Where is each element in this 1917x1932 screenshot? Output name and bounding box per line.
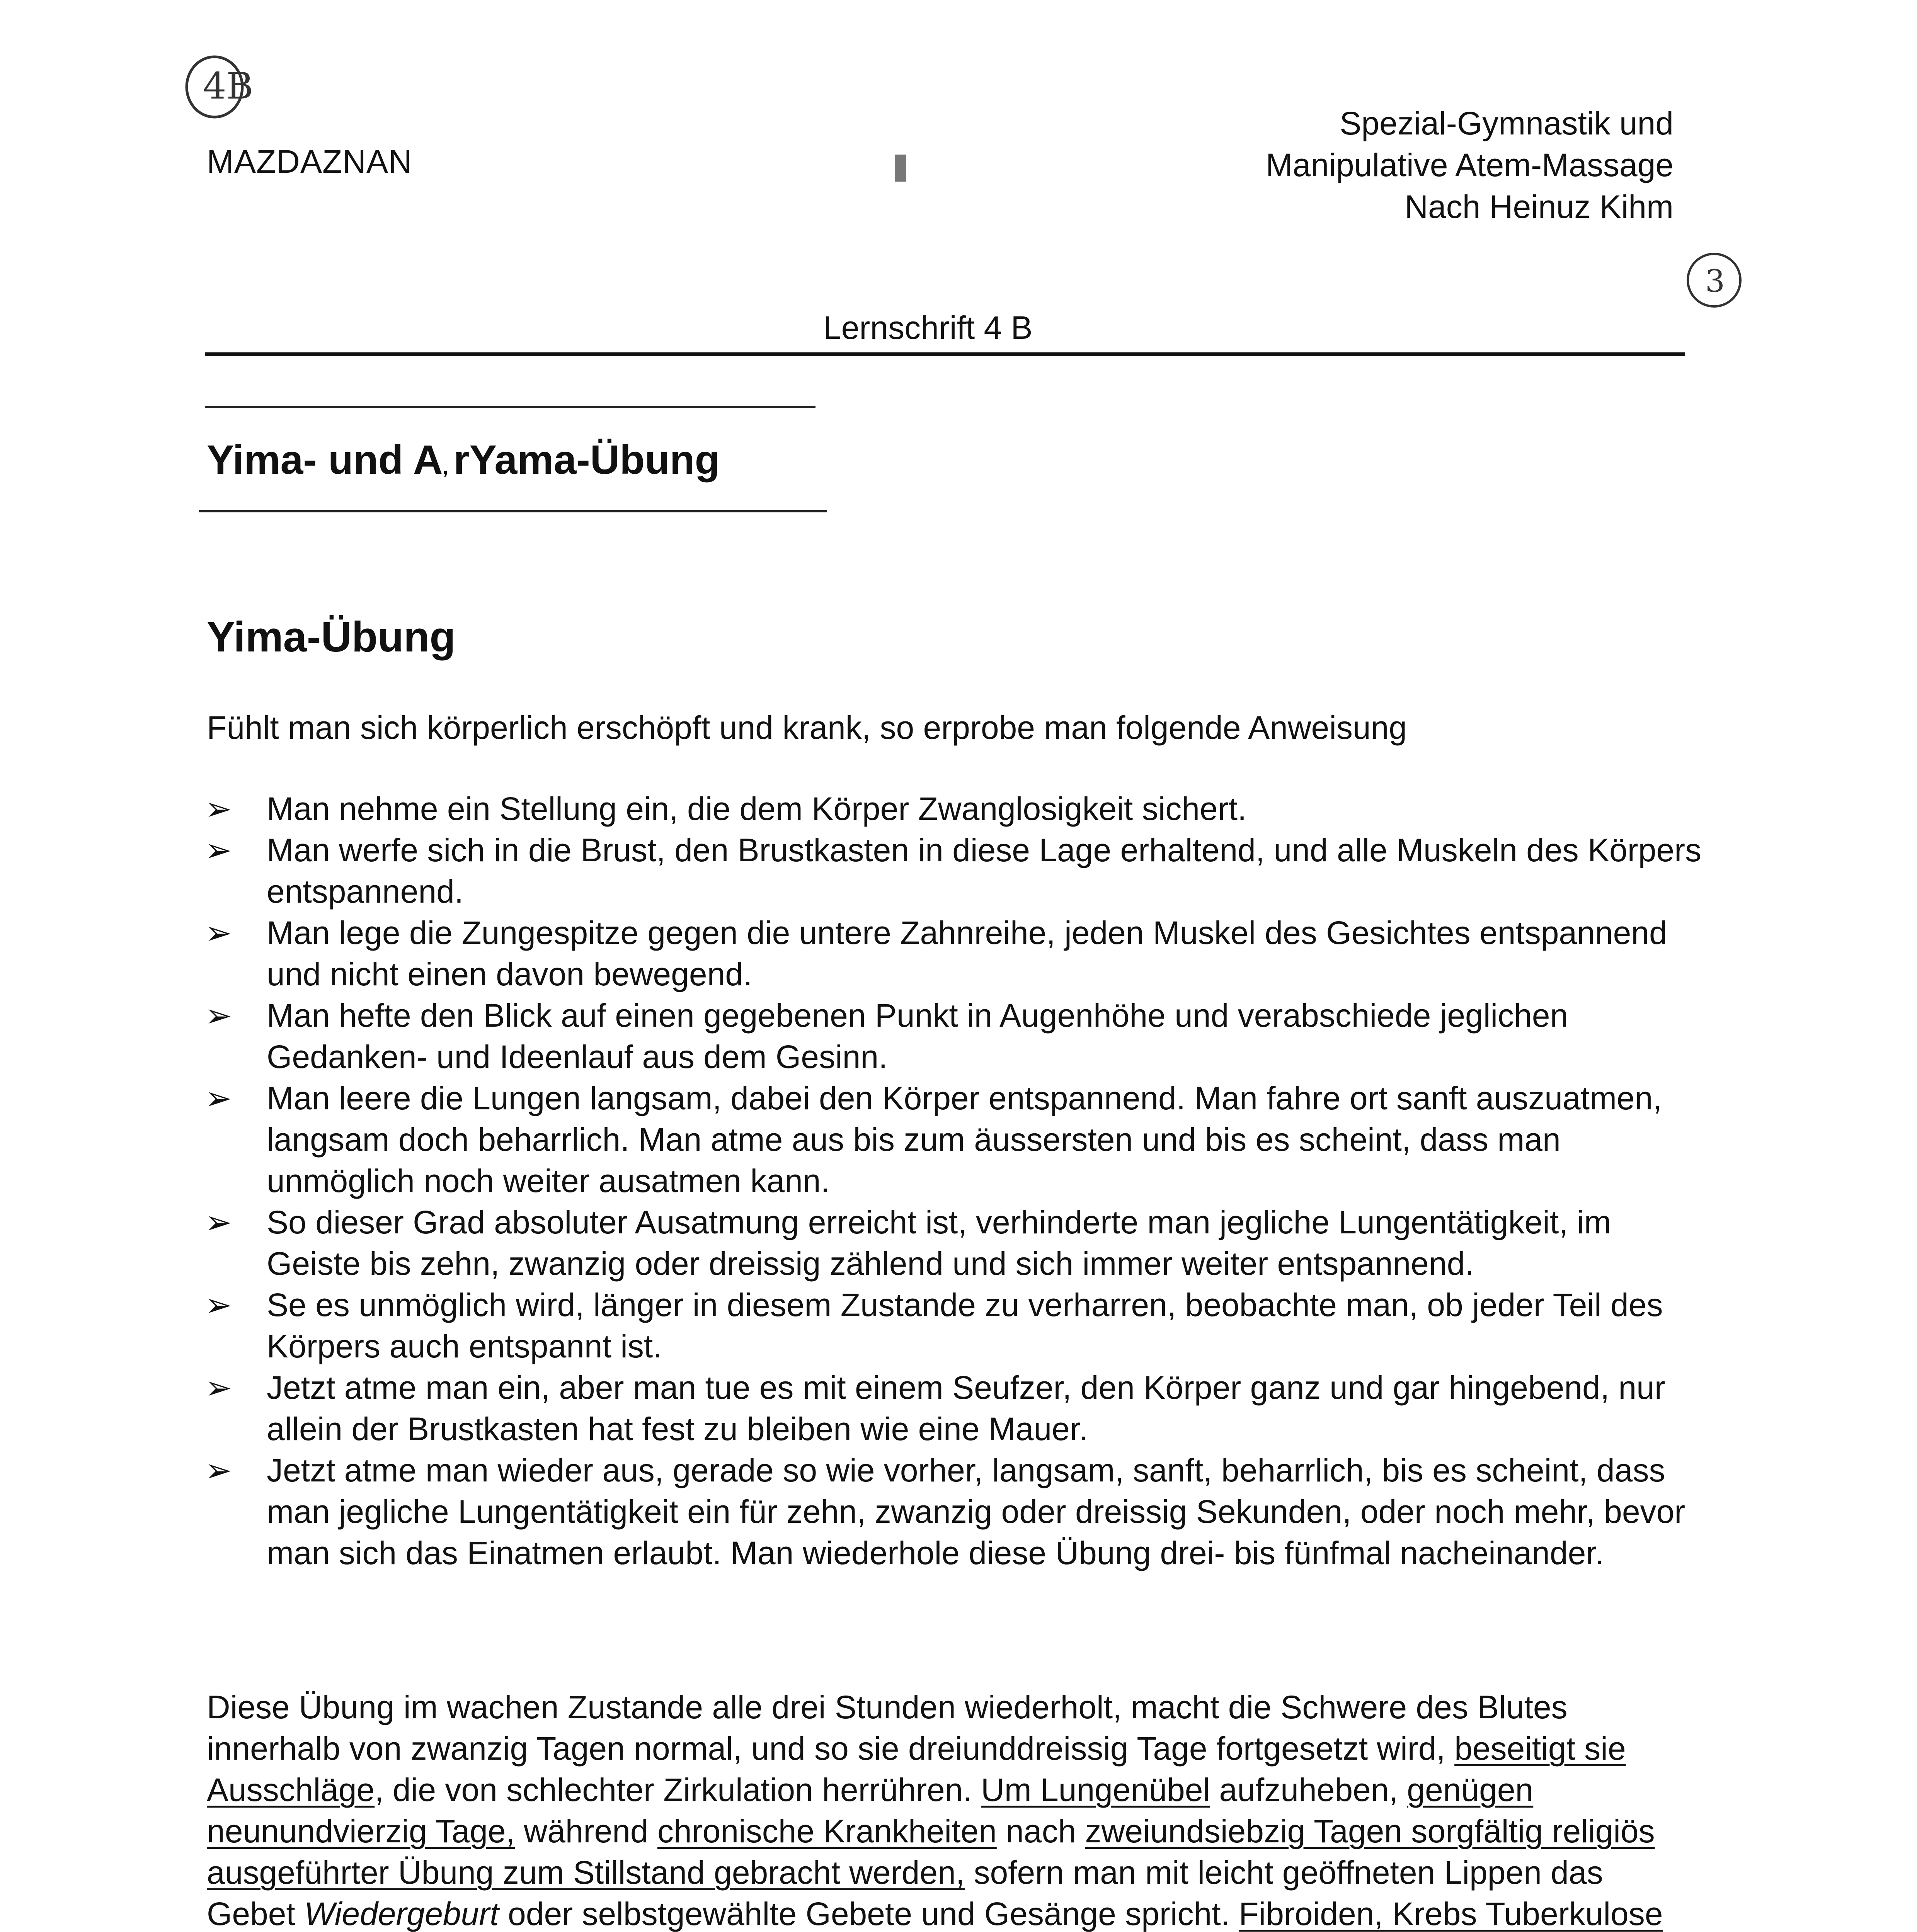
document-label: Lernschrift 4 B (823, 310, 1033, 346)
arrowhead-bullet-icon: ➢ (205, 791, 232, 827)
arrowhead-bullet-icon: ➢ (205, 1204, 232, 1240)
section-heading-yima: Yima-Übung (207, 613, 456, 661)
document-header-title (1266, 102, 1674, 228)
arrowhead-bullet-icon: ➢ (205, 1080, 232, 1116)
page-title: Yima- und A, rYama-Übung (207, 437, 720, 483)
scan-artifact-icon (889, 147, 912, 193)
list-item: ➢ Jetzt atme man wieder aus, gerade so wie vorher, langsam, sanft, beharrlich, bis es scheint, dass man jegliche Lungentätigkeit ein für zehn, zwanzig oder dreissig Sekunden, oder noch mehr, bevor man sich das Einatmen erlaubt. Man wiederhole diese Übung drei- bis fünfmal nacheinander. (205, 1450, 1712, 1574)
arrowhead-bullet-icon: ➢ (205, 1452, 232, 1488)
svg-text:3: 3 (1705, 263, 1725, 299)
list-item: ➢ Man lege die Zungespitze gegen die untere Zahnreihe, jeden Muskel des Gesichtes entspannend und nicht einen davon bewegend. (205, 912, 1712, 995)
yima-effects-paragraph: Diese Übung im wachen Zustande alle drei Stunden wiederholt, macht die Schwere des Blutes innerhalb von zwanzig Tagen normal, und so sie dreiunddreissig Tage fortgesetzt wird, beseitigt sie Ausschläge, die von schlechter Zirkulation herrühren. Um Lungenübel aufzuheben, genügen neunundvierzig Tage, während chronische Krankheiten nach zweiundsiebzig Tagen sorgfältig religiös ausgeführter Übung zum Stillstand gebracht werden, sofern man mit leicht geöffneten Lippen das Gebet Wiedergeburt oder selbstgewählte Gebete und Gesänge spricht. Fibroiden, Krebs Tuberkulose (207, 1689, 1663, 1932)
arrowhead-bullet-icon: ➢ (205, 832, 232, 868)
list-item: ➢ So dieser Grad absoluter Ausatmung erreicht ist, verhinderte man jegliche Lungentätigkeit, im Geiste bis zehn, zwanzig oder dreissig zählend und sich immer weiter entspannend. (205, 1202, 1712, 1284)
section-intro: Fühlt man sich körperlich erschöpft und krank, so erprobe man folgende Anweisung (207, 709, 1407, 746)
arrowhead-bullet-icon: ➢ (205, 997, 232, 1034)
title-rule-top (205, 406, 815, 408)
header-line-3: Nach Heinuz Kihm (1405, 189, 1674, 225)
header-line-2: Manipulative Atem-Massage (1265, 147, 1674, 183)
instruction-list (205, 788, 1712, 1574)
list-item: ➢ Man leere die Lungen langsam, dabei den Körper entspannend. Man fahre ort sanft auszuatmen, langsam doch beharrlich. Man atme aus bis zum äussersten und bis es scheint, dass man unmöglich noch weiter ausatmen kann. (205, 1078, 1712, 1202)
header-divider (205, 352, 1685, 356)
arrowhead-bullet-icon: ➢ (205, 1287, 232, 1323)
list-item: ➢ Man werfe sich in die Brust, den Brustkasten in diese Lage erhaltend, und alle Muskeln des Körpers entspannend. (205, 830, 1712, 912)
list-item: ➢ Se es unmöglich wird, länger in diesem Zustande zu verharren, beobachte man, ob jeder Teil des Körpers auch entspannt ist. (205, 1284, 1712, 1367)
title-rule-bottom (199, 510, 827, 512)
list-item: ➢ Man hefte den Blick auf einen gegebenen Punkt in Augenhöhe und verabschiede jeglichen Gedanken- und Ideenlauf aus dem Gesinn. (205, 995, 1712, 1078)
list-item: ➢ Jetzt atme man ein, aber man tue es mit einem Seufzer, den Körper ganz und gar hingebend, nur allein der Brustkasten hat fest zu bleiben wie eine Mauer. (205, 1367, 1712, 1450)
arrowhead-bullet-icon: ➢ (205, 915, 232, 951)
circled-page-number (1681, 247, 1747, 313)
handwritten-mark-4b (166, 50, 305, 135)
arrowhead-bullet-icon: ➢ (205, 1369, 232, 1406)
svg-text:4B: 4B (203, 65, 254, 107)
organization-name: MAZDAZNAN (207, 143, 412, 180)
list-item: ➢ Man nehme ein Stellung ein, die dem Körper Zwanglosigkeit sichert. (205, 788, 1712, 830)
header-line-1: Spezial-Gymnastik und (1340, 105, 1674, 141)
